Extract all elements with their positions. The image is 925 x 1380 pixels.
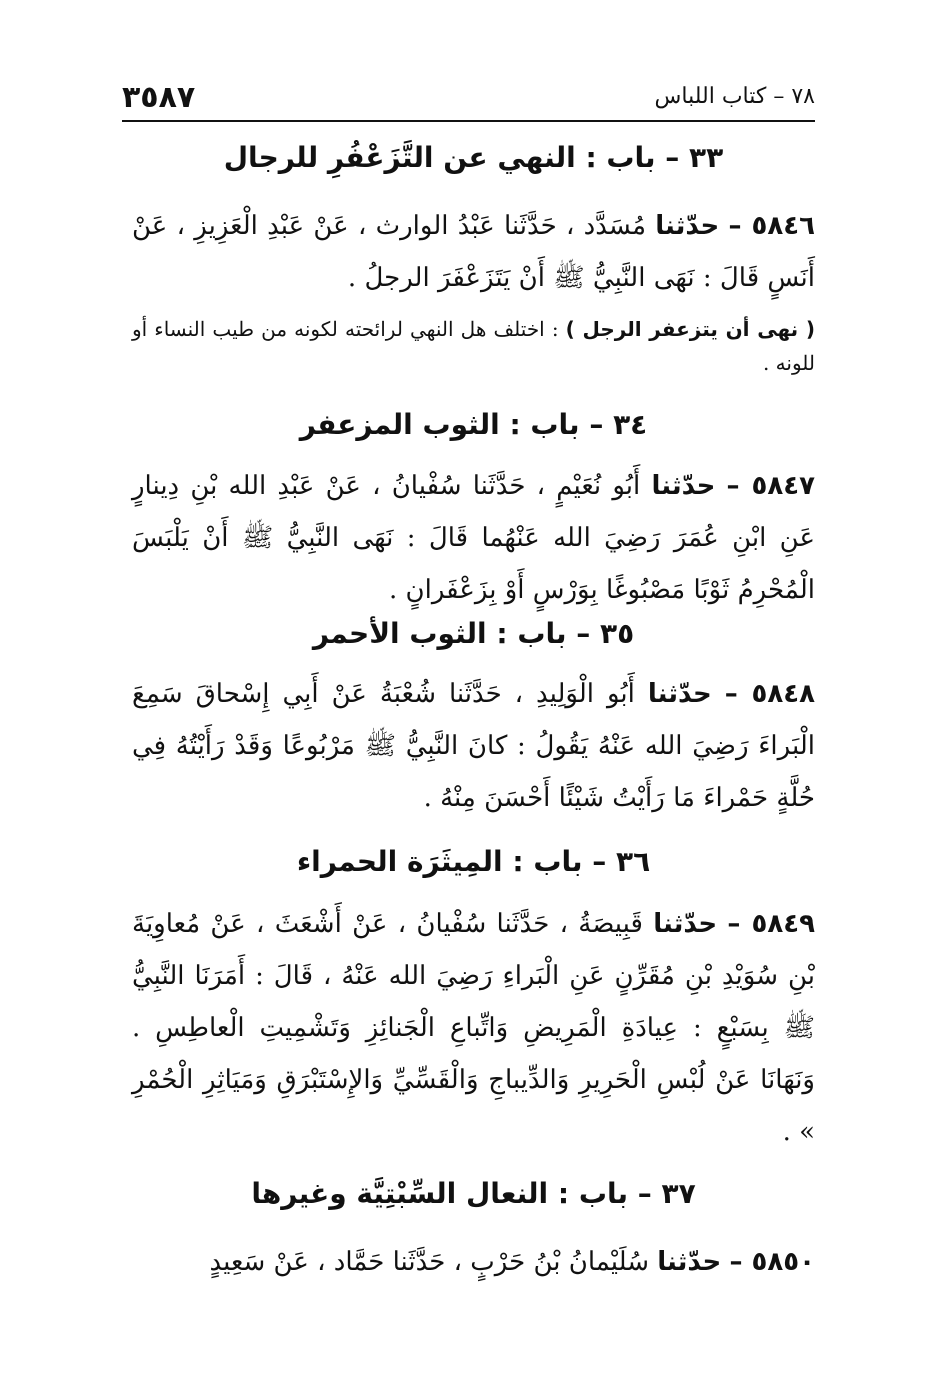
hadith-lead: حدّثنا [657,1247,722,1277]
hadith-lead: حدّثنا [653,909,718,939]
hadith-number: ٥٨٥٠ – [729,1247,815,1277]
book-title: ٧٨ – كتاب اللباس [654,84,815,109]
hadith-lead: حدّثنا [655,211,720,241]
hadith-body: أَبُو نُعَيْمٍ ، حَدَّثَنا سُفْيانُ ، عَنْ عَبْدِ الله بْنِ دِينارٍ عَنِ ابْنِ عُمَرَ رَضِيَ الله عَنْهُما قَالَ : نَهَى النَّبِيُّ ﷺ أَنْ يَلْبَسَ الْمُحْرِمُ ثَوْبًا مَصْبُوغًا بِوَرْسٍ أَوْ بِزَعْفَرانٍ . [132,471,815,605]
chapter-37 [132,1174,815,1214]
hadith-body: قَبِيصَةُ ، حَدَّثَنا سُفْيانُ ، عَنْ أَشْعَثَ ، عَنْ مُعاوِيَةَ بْنِ سُوَيْدِ بْنِ مُقَرِّنٍ عَنِ الْبَراءِ رَضِيَ الله عَنْهُ ، قَالَ : أَمَرَنَا النَّبِيُّ ﷺ بِسَبْعٍ : عِيادَةِ الْمَرِيضِ وَاتِّباعِ الْجَنائِزِ وَتَشْمِيتِ الْعاطِسِ . وَنَهَانَا عَنْ لُبْسِ الْحَرِيرِ وَالدِّيباجِ وَالْقَسِّيِّ وَالإِسْتَبْرَقِ وَمَيَاثِرِ الْحُمْرِ » . [132,909,815,1147]
hadith-number: ٥٨٤٧ – [726,471,816,501]
hadith-body: سُلَيْمانُ بْنُ حَرْبٍ ، حَدَّثَنا حَمَّاد ، عَنْ سَعِيدٍ [209,1247,650,1277]
chapter-36 [132,842,815,882]
hadith-number: ٥٨٤٦ – [728,211,816,241]
page-number: ٣٥٨٧ [122,80,196,115]
chapter-title: ٣٥ – باب : الثوب الأحمر [312,617,635,650]
note-body: : اختلف هل النهي لرائحته لكونه من طيب النساء أو للونه . [132,317,815,375]
commentary-note [132,312,815,380]
hadith-text [132,200,815,304]
hadith-number: ٥٨٤٨ – [724,679,816,709]
chapter-title: ٣٧ – باب : النعال السِّبْتِيَّة وغيرها [251,1177,696,1210]
hadith-5849 [132,898,815,1158]
hadith-5846 [132,200,815,304]
hadith-lead: حدّثنا [651,471,716,501]
chapter-33 [132,138,815,178]
chapter-title: ٣٣ – باب : النهي عن التَّزَعْفُرِ للرجال [223,141,724,174]
hadith-text [132,460,815,616]
note-lemma: ( نهى أن يتزعفر الرجل ) [565,317,816,341]
hadith-5847 [132,460,815,616]
note-text [132,312,815,380]
hadith-body: أَبُو الْوَلِيدِ ، حَدَّثَنا شُعْبَةُ عَنْ أَبِي إِسْحاقَ سَمِعَ الْبَراءَ رَضِيَ الله عَنْهُ يَقُولُ : كانَ النَّبِيُّ ﷺ مَرْبُوعًا وَقَدْ رَأَيْتُهُ فِي حُلَّةٍ حَمْراءَ مَا رَأَيْتُ شَيْئًا أَحْسَنَ مِنْهُ . [132,679,815,813]
chapter-34 [132,405,815,445]
running-header [122,70,815,122]
chapter-title: ٣٦ – باب : المِيثَرَة الحمراء [296,845,651,878]
hadith-number: ٥٨٤٩ – [727,909,815,939]
hadith-5850 [132,1236,815,1288]
hadith-lead: حدّثنا [647,679,712,709]
hadith-text [132,668,815,824]
chapter-35 [132,614,815,654]
hadith-text [132,1236,815,1288]
hadith-text [132,898,815,1158]
hadith-body: مُسَدَّد ، حَدَّثَنا عَبْدُ الوارث ، عَنْ عَبْدِ الْعَزِيزِ ، عَنْ أَنَسٍ قَالَ : نَهَى النَّبِيُّ ﷺ أَنْ يَتَزَعْفَرَ الرجلُ . [132,211,815,293]
hadith-5848 [132,668,815,824]
chapter-title: ٣٤ – باب : الثوب المزعفر [299,408,648,441]
